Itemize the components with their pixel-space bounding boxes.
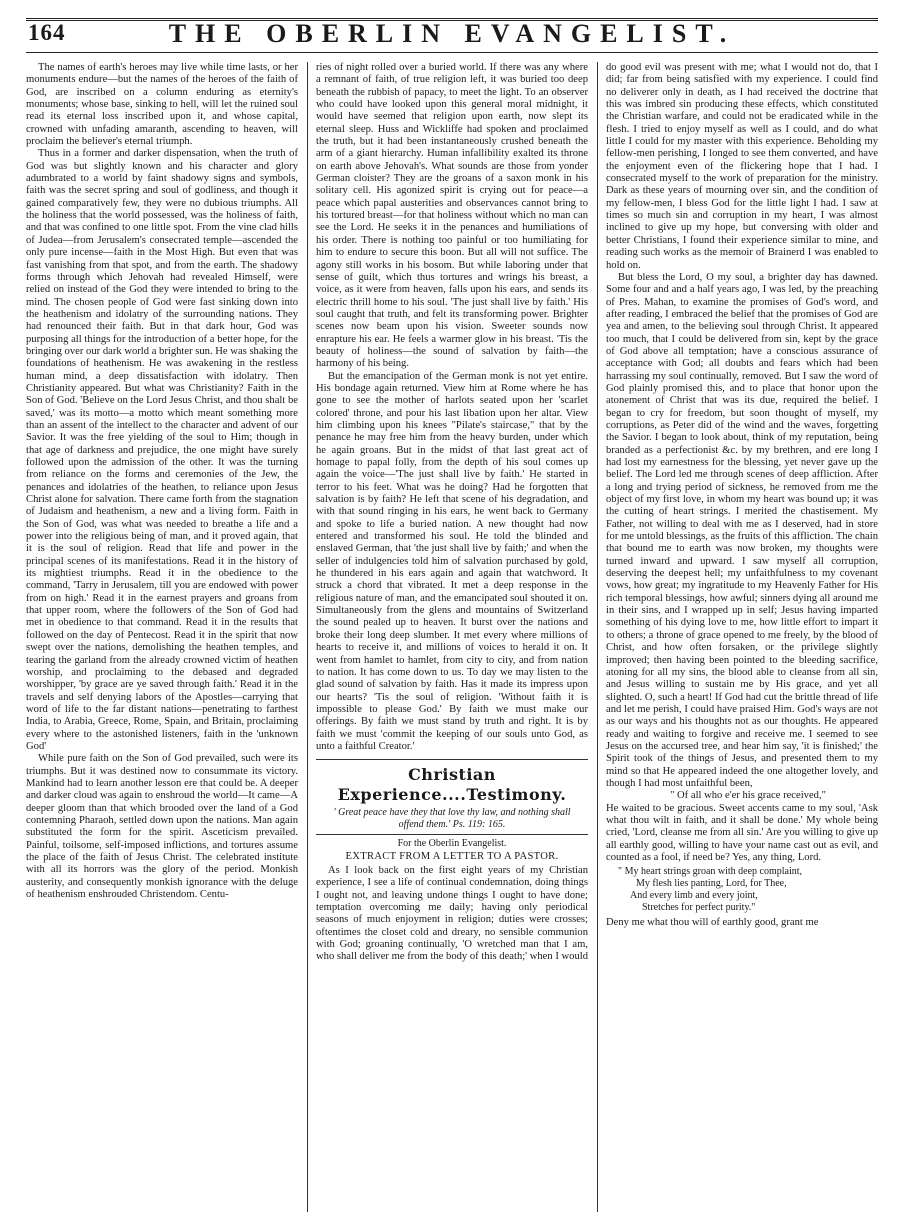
newspaper-title: THE OBERLIN EVANGELIST. (168, 19, 736, 48)
paragraph: As I look back on the first eight years of my Christian experience, I see a life of continual condemnation, doing things I ought not, and leaving undone things I ought to have done; temptation overcoming me daily; having only periodical seasons of much enjoyment in religion; duties were crosses; oftentimes the closet cold and dreary, no sensible communion with God; groaning continually, 'O wretched man that I am, who shall deliver me from the body of this death;' when I would (316, 864, 588, 963)
column-divider (597, 62, 598, 1212)
verse-line: " My heart strings groan with deep complaint, (618, 866, 803, 878)
newspaper-page (26, 8, 878, 1218)
paragraph: But bless the Lord, O my soul, a brighter day has dawned. Some four and and a half years ago, I was led, by the preaching of Pres. Mahan, to examine the promises of God's word, and after reading, I embraced the belief that the promises of God are yea and amen, to the believing soul through Christ. It appeared too much, that I could be delivered from sin, kept by the grace of God above all temptation; have a conscious assurance of acceptance with God; all doubts and fears which had been harrassing my soul continually, removed. But I saw the word of God plainly promised this, and to place that honor upon the atonement of Christ that was its due, required the belief. I began to cry for freedom, but soon thought of myself, my corruptions, as Peter did of the wind and the waves, forgetting the Savior. I began to look about, think of my reputation, being branded as a perfectionist &c. by my brethren, and ere long I had lost my earnestness for the blessing, yet never gave up the belief. The Lord led me through scenes of deep affliction. After a long and trying period of sickness, he removed from me the object of my first love, in whom my heart was bound up; it was the cutting of heart strings. I merited the chastisement. My Father, not willing to deal with me as I deserved, had in store for me untold blessings, as the fruits of this affliction. The chain that bound me to earth was now broken, my thoughts were turned inward and upward. I saw myself all corruption, deserving the deepest hell; my unfaithfulness to my covenant vows, how great; my ingratitude to my Heavenly Father for His rich temporal blessings, how awful; sinners dying all around me in their sins, and I wrapped up in self; Jesus having imparted something of his dying love to me, how little effort to impart it to others; a throne of grace opened to me freely, by the blood of Christ, and how often forsaken, or the privilege slightly improved; then having been pointed to the bleeding sacrifice, atoning for all my sins, the blood able to cleanse from all sin, and Jesus willing to sustain me by His grace, and yet all slighted. O, such a heart! If God had cut the brittle thread of life and let me perish, I could have praised Him. God's ways are not as our ways and his thoughts not as our thoughts. He appeared ready and waiting to forgive and receive me. I seemed to see Jesus on the accursed tree, and hear him say, 'it is finished;' the Spirit took of the things of Jesus, and presented them to my mind so that He appeared indeed the one altogether lovely, and though I had most unfaithful been, (606, 271, 878, 789)
column-2 (316, 62, 588, 1212)
quoted-line: " Of all who e'er his grace received," (670, 790, 826, 802)
paragraph: He waited to be gracious. Sweet accents came to my soul, 'Ask what thou wilt in faith, and it shall be done.' My whole being cried, 'Lord, cleanse me from all sin.' Are you willing to give up all earthly good, willing to have your name cast out as evil, and counted as a fool, if need be? Yes, any thing, Lord. (606, 802, 878, 863)
column-1 (26, 62, 298, 1212)
masthead (26, 8, 878, 56)
article-subheading: EXTRACT FROM A LETTER TO A PASTOR. (345, 850, 559, 862)
page-number: 164 (28, 20, 66, 45)
verse-line: And every limb and every joint, (630, 890, 758, 902)
scripture-motto: ' Great peace have they that love thy law, and nothing shall offend them.' Ps. 119: 165. (316, 807, 588, 835)
byline: For the Oberlin Evangelist. (397, 838, 507, 850)
paragraph: The names of earth's heroes may live while time lasts, or her monuments endure—but the names of the heroes of the faith of God, are inscribed on a column enduring as eternity's monuments; whose base, sinking to hell, will let the ruined soul read its eternal loss inscribed upon it, and whose capital, crowned with unfading amaranth, ascending to heaven, will proclaim the believer's eternal triumph. (26, 62, 298, 148)
article-columns (26, 62, 878, 1212)
paragraph: Deny me what thou will of earthly good, grant me (606, 917, 819, 929)
hymn-verse (606, 866, 878, 914)
paragraph: Thus in a former and darker dispensation, when the truth of God was but slightly known and his character and glory adumbrated to a world by faint shadowy signs and symbols, faith was the secret spring and soul of godliness, and though it gained comparatively few, they were no dubious triumphs. All the holiness that the world possessed, was the holiness of faith, and that was confined to one little spot. From the vine clad hills of Judea—from Jerusalem's consecrated temple—ascended the only pure incense—faith in the Most High. But even that was fast vanishing from that spot, and from the earth. The shadowy forms through which Jehovah had revealed Himself, were relied on instead of the God they were intended to bring to the mind. The chosen people of God were fast sinking down into the heathenism and idolatry of the surrounding nations. They had renounced their faith. But in that dark hour, God was purposing all things for the introduction of a better hope, for the bringing over our dark world a brighter sun. He was shaking the foundations of heathenism. He was awakening in the restless human mind, a deep dissatisfaction with idolatry. Then Christianity appeared. But what was Christianity? Faith in the Son of God. 'Believe on the Lord Jesus Christ, and thou shalt be saved,' was its motto—a motto which meant something more than an assent of the intellect to the character and advent of our Savior. It was the free yielding of the soul to Him; though in that age of darkness and prejudice, the one might have surely followed upon the admission of the other. It was the turning from reliance on the forms and ceremonies of the Jew, the penances and idolatries of the heathen, to reliance upon Jesus Christ alone for salvation. There came forth from the stagnation of Judaism and heathenism, a new and a living form. Faith in the Son of God, was what was needed to breathe a life and a power into the religious being of man, and it proved again, that it is the soul of religion. Read that life and power in the principal scenes of its manifestations. Read it in the history of its mightiest triumphs. Read it in the obedience to the command, 'Tarry in Jerusalem, till you are endowed with power from on high.' Read it in the earnest prayers and groans from that upper room, where the followers of the Son of God had met in obedience to that command. Read it in the results that followed on the day of Pentecost. Read it in the spirit that now swept over the nations, demolishing the heathen temples, and tearing the garland from the already crowned victim of heathen worship, and proclaiming to the debased and degraded worshipper, 'by grace are ye saved through faith.' Read it in the travels and self denying labors of the Apostles—carrying that word of life to the far distant nations—penetrating to farthest India, to Arabia, Greece, Rome, Spain, and Britain, proclaiming every where to the astonished listeners, faith in the 'unknown God' (26, 148, 298, 752)
column-divider (307, 62, 308, 1212)
masthead-bottom-rule (26, 52, 878, 53)
column-3 (606, 62, 878, 1212)
paragraph: While pure faith on the Son of God prevailed, such were its triumphs. But it was destined now to consummate its victory. Mankind had to learn another lesson ere that could be. A deeper and darker cloud was again to enshroud the world—It came—A deeper gloom than that which brooded over the land of a God contemning Pharaoh, settled down upon the nations. Man again substituted the form for the spirit. Asceticism prevailed. Painful, toilsome, self-imposed inflictions, and tortures assume the place of the faith of Jesus Christ. The celebrated institute with all its horrors was the glory of the period. Monkish austerity, and consequently monkish ignorance with the deluge of heathenism enshrouded Christendom. Centu- (26, 753, 298, 901)
verse-line: Stretches for perfect purity." (642, 902, 756, 914)
paragraph: do good evil was present with me; what I would not do, that I did; far from being satisfied with my experience. I could find no deliverer only in death, as I had received the doctrine that this was imbred sin producing these effects, which constituted the Christian warfare, and could not be eradicated while in the flesh. I tried to enjoy myself as well as I could, and do what little I could for my master with this experience. Beholding my fellow-men perishing, I longed to see them converted, and have the enjoyment even of the flickering hope that I had. I consecrated myself to the work of preparation for the ministry. Dark as these years of mourning over sin, and the condition of my fellow-men, I bless God for the little light I had. I saw at times so much sin and corruption in my heart, I was almost inclined to give up my hope, but conversing with older and better Christians, I found their experience similar to mine, and reading such works as the memoir of Brainerd I was enabled to hold on. (606, 62, 878, 271)
paragraph: ries of night rolled over a buried world. If there was any where a remnant of faith, of true religion left, it was buried too deep beneath the rubbish of papacy, to meet the light. To an observer who could have looked upon this general moral midnight, it would have seemed that religion upon earth, now slept its eternal sleep. Huss and Wickliffe had spoken and proclaimed the truth, but it had been instantaneously crushed beneath the arm of a giant hierarchy. Human infallibility exalted its throne on earth above Jehovah's. What sounds are those from yonder German cloister? They are the groans of a saxon monk in his solitary cell. His agonized spirit is crying out for peace—a peace which papal austerities and observances cannot bring to his tortured breast—for that holiness without which no man can see the Lord. He seeks it in the penances and humiliations of his order. There is nothing too painful or too humiliating for him to endure to secure this boon. But all will not suffice. The agony still works in his bosom. But while laboring under that sense of guilt, which thus tortures and wrings his breast, a voice, as it were from heaven, falls upon his ears, and sends its electric thrill home to his soul. 'The just shall live by faith.' His soul caught that truth, and felt its transforming power. Brighter scenes now beam upon his vision. Sweeter sounds now enrapture his ear. He feels a warmer glow in his breast. 'Tis the beauty of holiness—the sound of salvation by faith—the harmony of his being. (316, 62, 588, 370)
section-heading: Christian Experience....Testimony. (316, 759, 588, 805)
paragraph: But the emancipation of the German monk is not yet entire. His bondage again returned. View him at Rome where he has gone to see the mother of harlots seated upon her 'scarlet colored' throne, and pour his last libation upon her altar. View him climbing upon his knees "Pilate's staircase," that by the penance he may free him from the heavy burden, under which he again groans. But in the midst of that last great act of homage to papal folly, from the depth of his soul comes up again the voice—'The just shall live by faith.' He started in terror to his feet. What was he doing? Had he forgotten that salvation is by faith? He left that scene of his degradation, and with that sound ringing in his ears, he went back to Germany and spoke to life a buried nation. A new thought had now entered and transformed his soul. He told the blinded and enslaved German, that 'the just shall live by faith;' and when the seller of indulgencies told him of salvation purchased by gold, he thundered in his ears again and again that watchword. It struck a chord that vibrated. It met a deep response in the religious nature of man, and the emancipated soul shouted it on. Simultaneously from the glens and mountains of Switzerland the sound pealed up to heaven. It burst over the nations and broke their long deep slumber. It met every where millions of hearts to receive it, and millions of voices to herald it on. It went from hamlet to hamlet, from city to city, and from nation to nation. It has come down to us. To day we may listen to the glad sound of salvation by faith. Has it made its impress upon our hearts? 'Tis the soul of religion. 'Without faith it is impossible to please God.' By faith we must make our offerings. By faith we must stand by truth and right. It is by faith we must 'commit the keeping of our souls unto God, as unto a faithful Creator.' (316, 370, 588, 752)
verse-line: My flesh lies panting, Lord, for Thee, (636, 878, 787, 890)
